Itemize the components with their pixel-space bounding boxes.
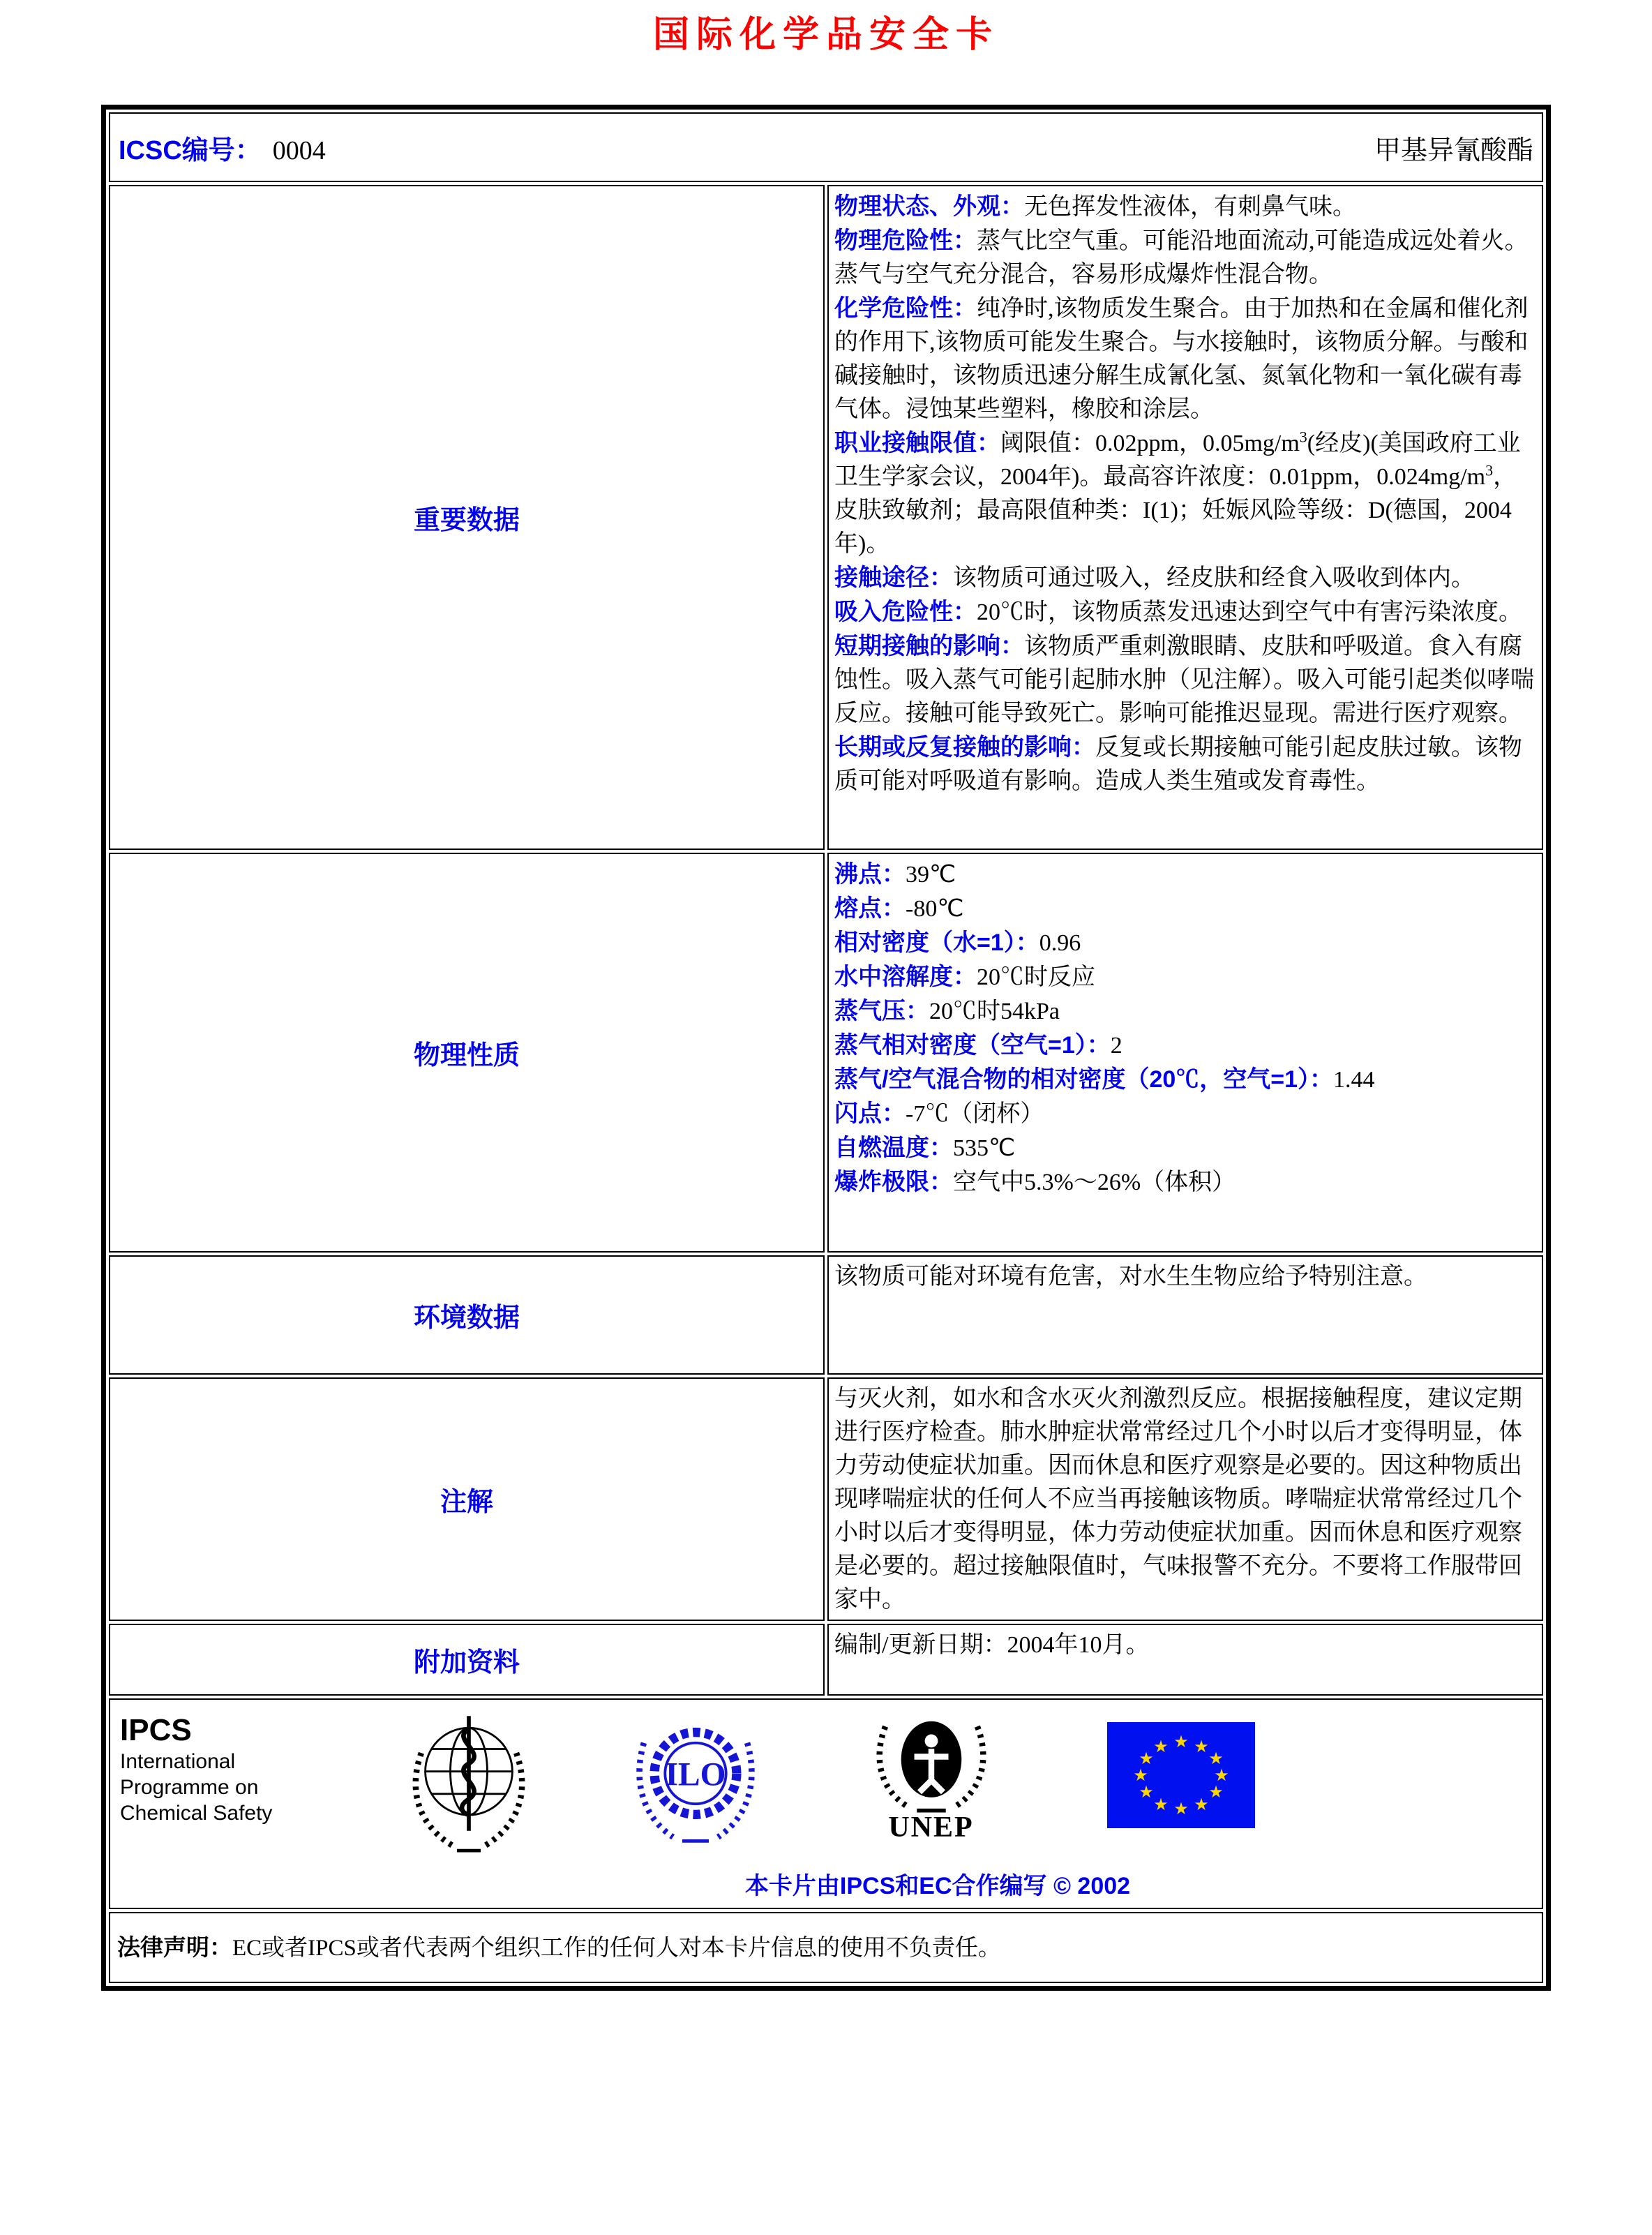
svg-text:★: ★ (1133, 1765, 1148, 1785)
row-label-environmental-data: 环境数据 (109, 1255, 825, 1375)
svg-text:★: ★ (1194, 1737, 1209, 1756)
svg-text:★: ★ (1173, 1732, 1189, 1751)
field-physical-state: 物理状态、外观：无色挥发性液体，有刺鼻气味。 (834, 193, 1356, 220)
environmental-data-content (827, 1255, 1543, 1375)
field-inhalation-risk: 吸入危险性：20℃时，该物质蒸发迅速达到空气中有害污染浓度。 (834, 599, 1522, 625)
field-boiling-point: 沸点：39℃ (834, 861, 956, 888)
ilo-logo-icon (629, 1710, 762, 1849)
ipcs-line-1: International (120, 1750, 236, 1773)
field-autoignition-temperature: 自燃温度：535℃ (834, 1135, 1016, 1161)
field-explosive-limits: 爆炸极限：空气中5.3%～26%（体积） (834, 1169, 1236, 1195)
row-label-important-data: 重要数据 (109, 185, 825, 850)
field-vapour-density: 蒸气相对密度（空气=1）：2 (834, 1032, 1122, 1059)
svg-text:★: ★ (1214, 1765, 1229, 1785)
ipcs-line-3: Chemical Safety (120, 1802, 273, 1825)
unep-logo (859, 1707, 1003, 1843)
field-chemical-dangers: 化学危险性：纯净时,该物质发生聚合。由于加热和在金属和催化剂的作用下,该物质可能发生聚合。与水接触时，该物质分解。与酸和碱接触时，该物质迅速分解生成氰化氢、氮氧化物和一氧化碳有毒气体。浸蚀某些塑料，橡胶和涂层。 (834, 295, 1529, 422)
row-label-physical-properties: 物理性质 (109, 853, 825, 1253)
logos-cell (109, 1698, 1543, 1909)
field-routes-of-exposure: 接触途径：该物质可通过吸入，经皮肤和经食入吸收到体内。 (834, 565, 1475, 591)
field-flash-point: 闪点：-7℃（闭杯） (834, 1100, 1044, 1127)
field-vapour-pressure: 蒸气压：20℃时54kPa (834, 998, 1060, 1024)
notes-text: 与灭火剂，如水和含水灭火剂激烈反应。根据接触程度，建议定期进行医疗检查。肺水肿症状常常经过几个小时以后才变得明显，体力劳动使症状加重。因而休息和医疗观察是必要的。因这种物质出现哮喘症状的任何人不应当再接触该物质。哮喘症状常常经过几个小时以后才变得明显，体力劳动使症状加重。因而休息和医疗观察是必要的。超过接触限值时，气味报警不充分。不要将工作服带回家中。 (834, 1386, 1522, 1613)
header-cell (109, 112, 1543, 182)
physical-properties-content (827, 853, 1543, 1253)
icsc-number-value: 0004 (272, 135, 326, 165)
legal-cell (109, 1912, 1543, 1983)
important-data-row (109, 185, 1543, 850)
additional-info-text: 编制/更新日期：2004年10月。 (834, 1632, 1150, 1658)
ipcs-line-2: Programme on (120, 1776, 259, 1799)
svg-text:★: ★ (1153, 1795, 1169, 1814)
legal-row (109, 1912, 1543, 1983)
svg-text:★: ★ (1194, 1795, 1209, 1814)
icsc-card-table (101, 105, 1551, 1991)
icsc-number-label: ICSC编号： (119, 135, 262, 165)
svg-text:★: ★ (1208, 1782, 1224, 1802)
important-data-content (827, 185, 1543, 850)
ipcs-title: IPCS (120, 1713, 192, 1747)
unep-label: UNEP (888, 1811, 974, 1844)
field-relative-density: 相对密度（水=1）：0.96 (834, 929, 1081, 956)
notes-row (109, 1377, 1543, 1621)
svg-text:★: ★ (1139, 1749, 1154, 1768)
icsc-number-group (119, 128, 326, 167)
svg-text:★: ★ (1139, 1782, 1154, 1802)
eu-flag-icon (1107, 1722, 1255, 1828)
unep-logo-icon (865, 1707, 998, 1818)
notes-content (827, 1377, 1543, 1621)
field-occupational-exposure-limits: 职业接触限值：阈限值：0.02ppm，$0.05mg/m^3$(经皮)(美国政府工业卫生学家会议，2004年)。最高容许浓度：0.01ppm，$0.024mg/m^3$，皮肤致敏剂；最高限值种类：I(1)；妊娠风险等级：D(德国，2004年)。 (834, 428, 1521, 557)
svg-text:★: ★ (1208, 1749, 1224, 1768)
field-melting-point: 熔点：-80℃ (834, 895, 964, 922)
credit-line: 本卡片由IPCS和EC合作编写 © 2002 (744, 1873, 1131, 1899)
additional-info-content (827, 1624, 1543, 1696)
logos-row (109, 1698, 1543, 1909)
environmental-data-text: 该物质可能对环境有危害，对水生生物应给予特别注意。 (834, 1264, 1427, 1290)
header-row (109, 112, 1543, 182)
who-logo-icon (403, 1707, 535, 1864)
physical-properties-row (109, 853, 1543, 1253)
field-water-solubility: 水中溶解度：20℃时反应 (834, 964, 1095, 990)
field-vapour-air-mixture-density: 蒸气/空气混合物的相对密度（20℃，空气=1）：1.44 (834, 1066, 1375, 1093)
svg-text:★: ★ (1173, 1799, 1189, 1818)
additional-info-row (109, 1624, 1543, 1696)
svg-text:★: ★ (1153, 1737, 1169, 1756)
page-title: 国际化学品安全卡 (652, 15, 999, 55)
svg-text:ILO: ILO (665, 1756, 726, 1793)
chemical-name: 甲基异氰酸酯 (1374, 135, 1533, 165)
field-short-term-effects: 短期接触的影响：该物质严重刺激眼睛、皮肤和呼吸道。食入有腐蚀性。吸入蒸气可能引起肺水肿（见注解）。吸入可能引起类似哮喘反应。接触可能导致死亡。影响可能推迟显现。需进行医疗观察。 (834, 633, 1534, 726)
ipcs-logo (120, 1707, 343, 1826)
legal-notice: 法律声明：EC或者IPCS或者代表两个组织工作的任何人对本卡片信息的使用不负责任。 (117, 1934, 1001, 1961)
row-label-additional-info: 附加资料 (109, 1624, 825, 1696)
field-physical-dangers: 物理危险性：蒸气比空气重。可能沿地面流动,可能造成远处着火。蒸气与空气充分混合，容易形成爆炸性混合物。 (834, 227, 1529, 287)
row-label-notes: 注解 (109, 1377, 825, 1621)
environmental-data-row (109, 1255, 1543, 1375)
field-long-term-effects: 长期或反复接触的影响：反复或长期接触可能引起皮肤过敏。该物质可能对呼吸道有影响。造成人类生殖或发育毒性。 (834, 734, 1522, 794)
